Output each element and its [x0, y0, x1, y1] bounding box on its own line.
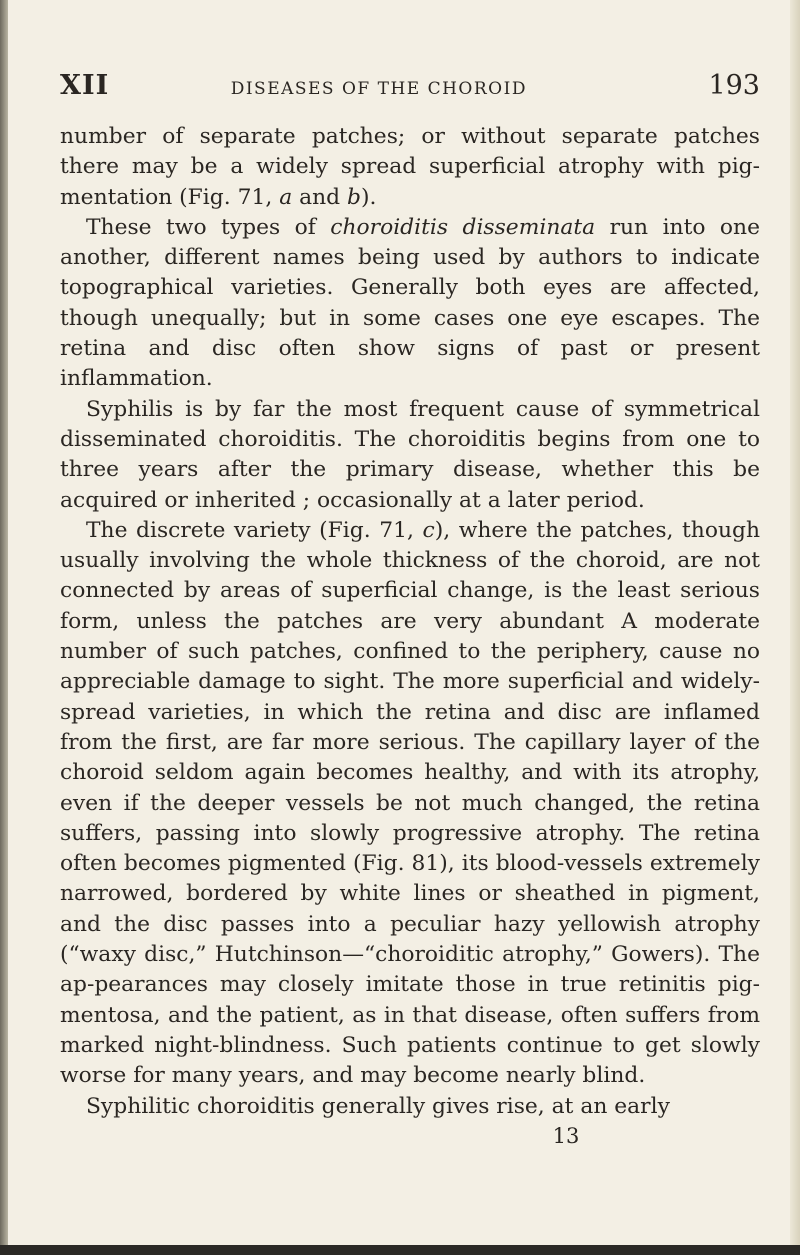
text-run: run into one another, different names being used by authors to indicate topographical varieties. Generally both eyes are affected, though unequally; but in some cases one eye escapes. The retina and disc often show signs of past or present inflammation. [60, 214, 760, 392]
text-run: number of separate patches; or without separate patches there may be a widely spread superficial atrophy with pig-mentation (Fig. 71, [60, 124, 760, 210]
text-run: ). [360, 184, 377, 210]
body-text [60, 122, 760, 1122]
paragraph [60, 1092, 760, 1122]
paragraph [60, 213, 760, 395]
paragraph [60, 395, 760, 516]
chapter-number: XII [60, 70, 110, 101]
bottom-edge [0, 1245, 800, 1255]
emphasis-text: a [279, 184, 293, 210]
page-number: 193 [708, 70, 760, 101]
text-run: Syphilitic choroiditis generally gives rise, at an early [86, 1093, 670, 1119]
paragraph [60, 516, 760, 1092]
running-header [60, 70, 760, 110]
running-title: DISEASES OF THE CHOROID [230, 79, 527, 99]
text-run: Syphilis is by far the most frequent cause of symmetrical disseminated choroiditis. The choroiditis begins from one to three years after the primary disease, whether this be acquired or inherited ; occasionally at a later period. [60, 396, 760, 513]
signature-mark: 13 [552, 1123, 580, 1148]
text-run: These two types of [86, 214, 331, 240]
page-edge [790, 0, 800, 1255]
text-run: ), where the patches, though usually involving the whole thickness of the choroid, are not connected by areas of superficial change, is the least serious form, unless the patches are very abundant A moderate number of such patches, confined to the periphery, cause no appreciable damage to sight. The more superficial and widely-spread varieties, in which the retina and disc are inflamed from the first, are far more serious. The capillary layer of the choroid seldom again becomes healthy, and with its atrophy, even if the deeper vessels be not much changed, the retina suffers, passing into slowly progressive atrophy. The retina often becomes pigmented (Fig. 81), its blood-vessels extremely narrowed, bordered by white lines or sheathed in pigment, and the disc passes into a peculiar hazy yellowish atrophy (“waxy disc,” Hutchinson—“choroiditic atrophy,” Gowers). The ap-pearances may closely imitate those in true retinitis pig-mentosa, and the patient, as in that disease, often suffers from marked night-blindness. Such patients continue to get slowly worse for many years, and may become nearly blind. [60, 517, 760, 1089]
emphasis-text: c [422, 517, 435, 543]
emphasis-text: choroiditis disseminata [330, 214, 596, 240]
binding-shadow [0, 0, 8, 1255]
paragraph [60, 122, 760, 213]
text-run: and [292, 184, 348, 210]
text-run: The discrete variety (Fig. 71, [86, 517, 423, 543]
emphasis-text: b [347, 184, 361, 210]
book-page [60, 70, 760, 1148]
